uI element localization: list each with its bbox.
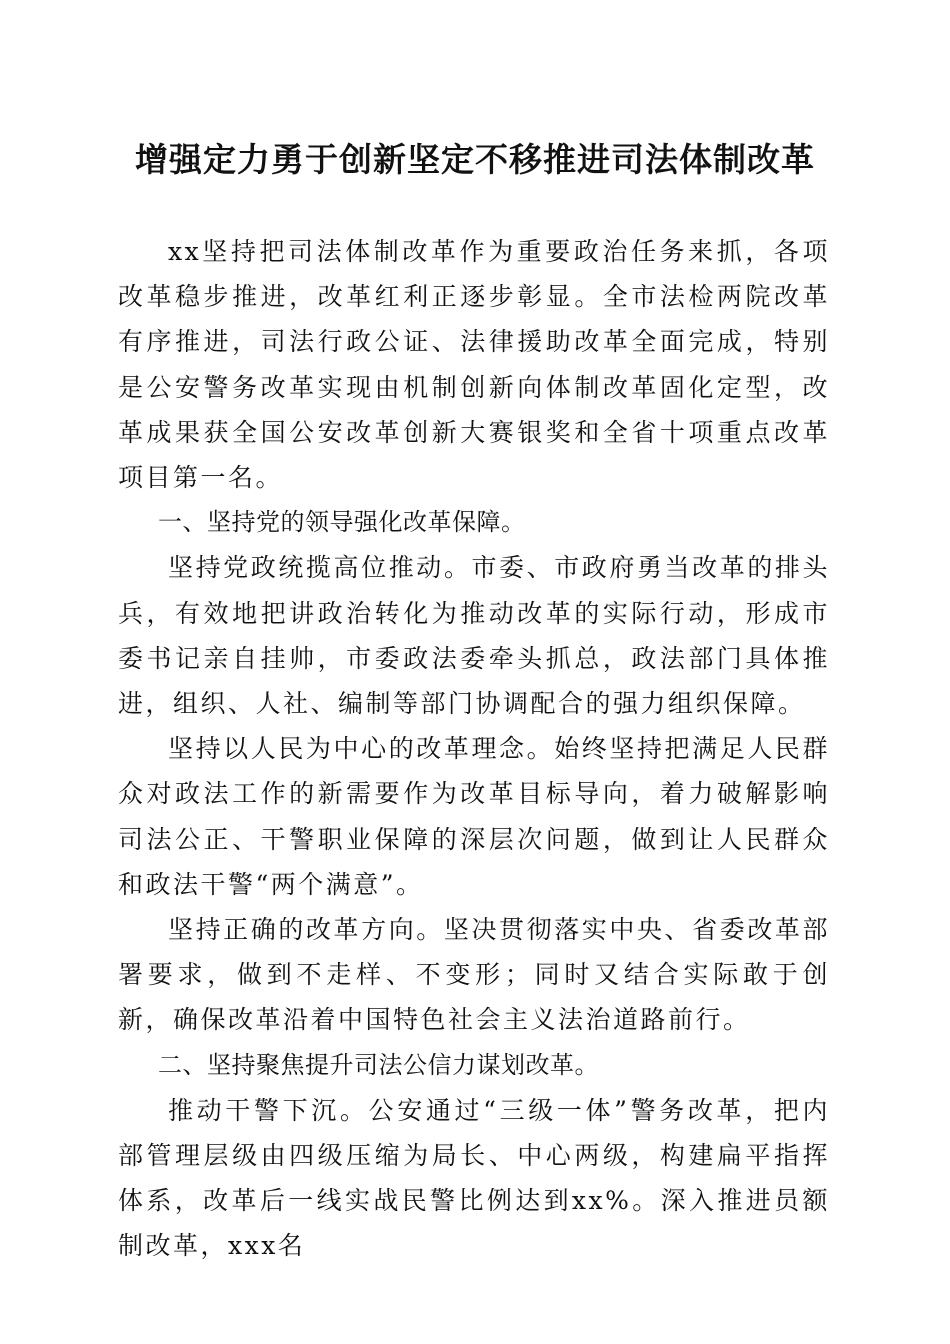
section-heading-1: 一、坚持党的领导强化改革保障。 xyxy=(158,508,526,537)
document-body xyxy=(118,229,830,1269)
body-paragraph: 坚持正确的改革方向。坚决贯彻落实中央、省委改革部署要求，做到不走样、不变形；同时又结合实际敢于创新，确保改革沿着中国特色社会主义法治道路前行。 xyxy=(118,915,830,1035)
body-paragraph: 坚持以人民为中心的改革理念。始终坚持把满足人民群众对政法工作的新需要作为改革目标导向，着力破解影响司法公正、干警职业保障的深层次问题，做到让人民群众和政法干警“两个满意”。 xyxy=(118,734,830,899)
document-title: 增强定力勇于创新坚定不移推进司法体制改革 xyxy=(135,140,815,179)
intro-paragraph: xx坚持把司法体制改革作为重要政治任务来抓，各项改革稳步推进，改革红利正逐步彰显。全市法检两院改革有序推进，司法行政公证、法律援助改革全面完成，特别是公安警务改革实现由机制创新向体制改革固化定型，改革成果获全国公安改革创新大赛银奖和全省十项重点改革项目第一名。 xyxy=(118,237,830,493)
body-paragraph: 坚持党政统揽高位推动。市委、市政府勇当改革的排头兵，有效地把讲政治转化为推动改革的实际行动，形成市委书记亲自挂帅，市委政法委牵头抓总，政法部门具体推进，组织、人社、编制等部门协调配合的强力组织保障。 xyxy=(118,553,830,719)
body-paragraph: 推动干警下沉。公安通过“三级一体”警务改革，把内部管理层级由四级压缩为局长、中心两级，构建扁平指挥体系，改革后一线实战民警比例达到xx%。深入推进员额制改革，xxx名 xyxy=(118,1095,830,1261)
section-heading-2: 二、坚持聚焦提升司法公信力谋划改革。 xyxy=(158,1050,599,1079)
